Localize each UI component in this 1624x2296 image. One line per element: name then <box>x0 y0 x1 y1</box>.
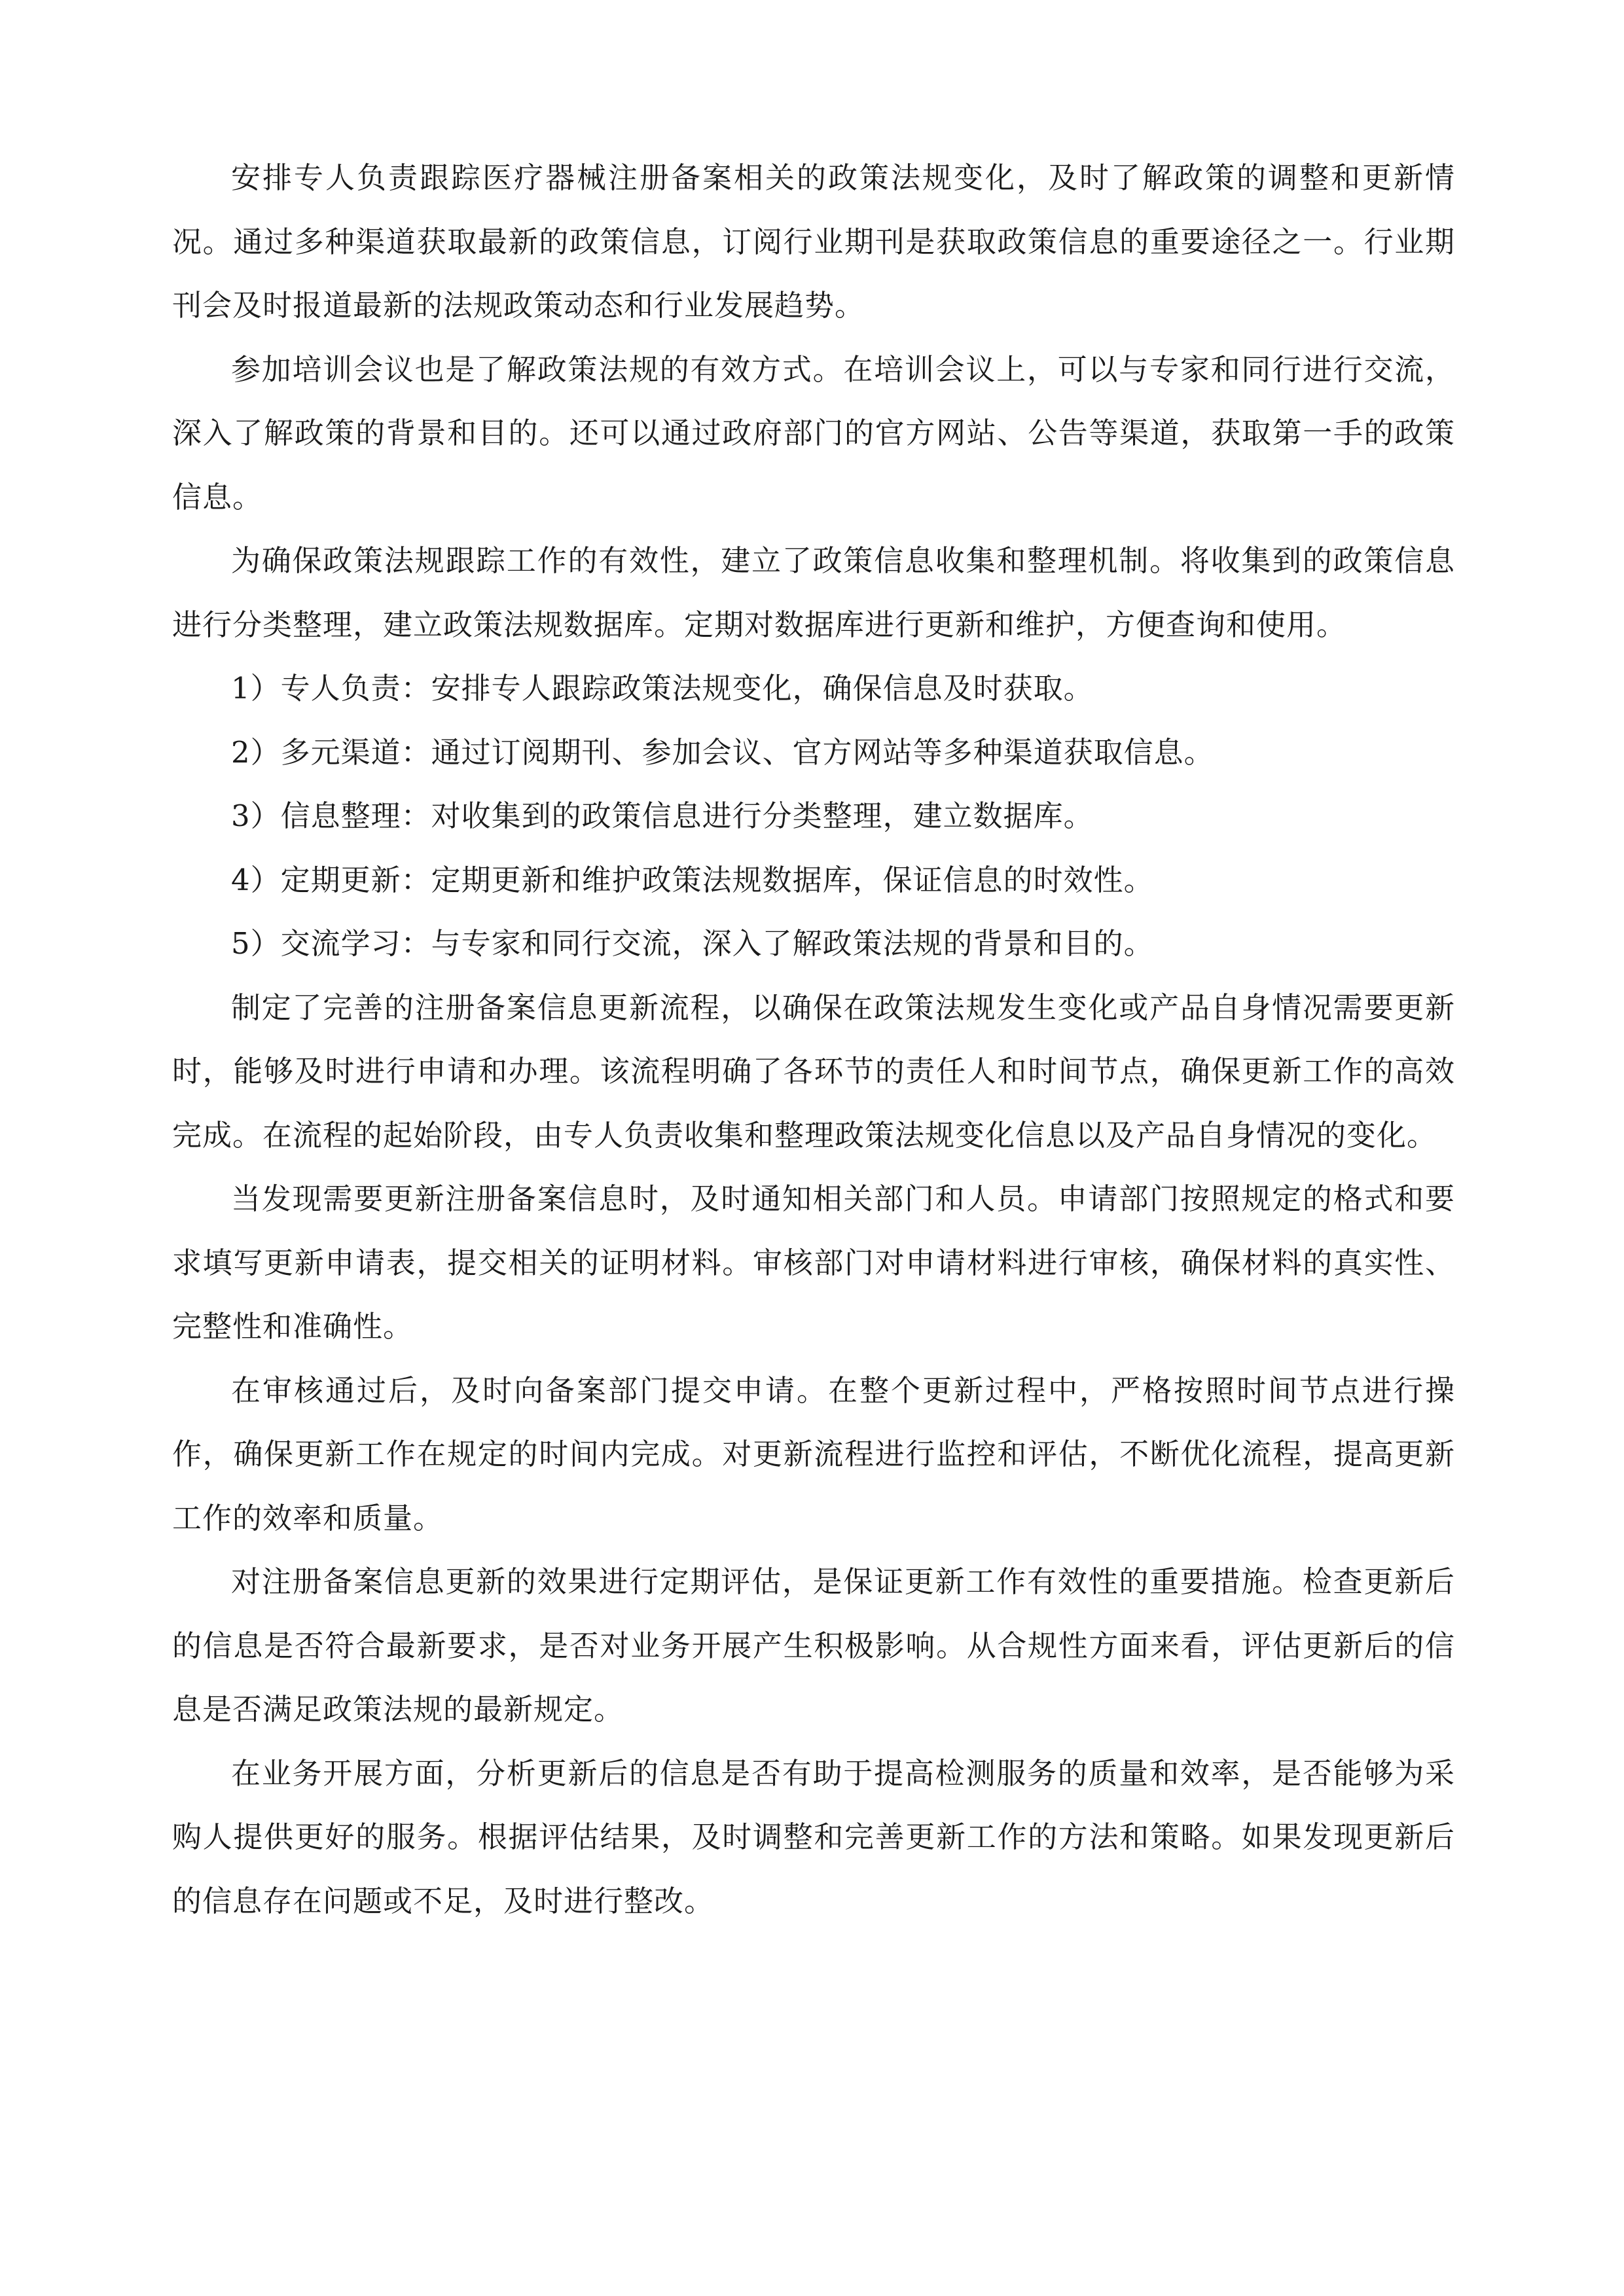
list-item-regular-updates: 4）定期更新：定期更新和维护政策法规数据库，保证信息的时效性。 <box>231 862 1154 897</box>
paragraph-effect-evaluation: 对注册备案信息更新的效果进行定期评估，是保证更新工作有效性的重要措施。检查更新后的信息是否符合最新要求，是否对业务开展产生积极影响。从合规性方面来看，评估更新后的信息是否满足政策法规的最新规定。 <box>172 1564 1455 1727</box>
paragraph-collection-mechanism: 为确保政策法规跟踪工作的有效性，建立了政策信息收集和整理机制。将收集到的政策信息进行分类整理，建立政策法规数据库。定期对数据库进行更新和维护，方便查询和使用。 <box>172 543 1455 642</box>
paragraph-submission-monitoring: 在审核通过后，及时向备案部门提交申请。在整个更新过程中，严格按照时间节点进行操作，确保更新工作在规定的时间内完成。对更新流程进行监控和评估，不断优化流程，提高更新工作的效率和质量。 <box>172 1372 1455 1535</box>
document-body <box>172 146 1455 1933</box>
list-item-information-organization: 3）信息整理：对收集到的政策信息进行分类整理，建立数据库。 <box>231 798 1094 833</box>
paragraph-update-notification: 当发现需要更新注册备案信息时，及时通知相关部门和人员。申请部门按照规定的格式和要求填写更新申请表，提交相关的证明材料。审核部门对申请材料进行审核，确保材料的真实性、完整性和准确性。 <box>172 1181 1455 1344</box>
paragraph-policy-tracking: 安排专人负责跟踪医疗器械注册备案相关的政策法规变化，及时了解政策的调整和更新情况。通过多种渠道获取最新的政策信息，订阅行业期刊是获取政策信息的重要途径之一。行业期刊会及时报道最新的法规政策动态和行业发展趋势。 <box>172 160 1455 323</box>
paragraph-business-improvement: 在业务开展方面，分析更新后的信息是否有助于提高检测服务的质量和效率，是否能够为采购人提供更好的服务。根据评估结果，及时调整和完善更新工作的方法和策略。如果发现更新后的信息存在问题或不足，及时进行整改。 <box>172 1755 1455 1918</box>
paragraph-training-meetings: 参加培训会议也是了解政策法规的有效方式。在培训会议上，可以与专家和同行进行交流，深入了解政策的背景和目的。还可以通过政府部门的官方网站、公告等渠道，获取第一手的政策信息。 <box>172 351 1455 514</box>
list-item-multiple-channels: 2）多元渠道：通过订阅期刊、参加会议、官方网站等多种渠道获取信息。 <box>231 734 1214 770</box>
list-item-dedicated-staff: 1）专人负责：安排专人跟踪政策法规变化，确保信息及时获取。 <box>231 671 1094 706</box>
list-item-exchange-learning: 5）交流学习：与专家和同行交流，深入了解政策法规的背景和目的。 <box>231 926 1154 961</box>
paragraph-update-process: 制定了完善的注册备案信息更新流程，以确保在政策法规发生变化或产品自身情况需要更新时，能够及时进行申请和办理。该流程明确了各环节的责任人和时间节点，确保更新工作的高效完成。在流程的起始阶段，由专人负责收集和整理政策法规变化信息以及产品自身情况的变化。 <box>172 990 1455 1153</box>
